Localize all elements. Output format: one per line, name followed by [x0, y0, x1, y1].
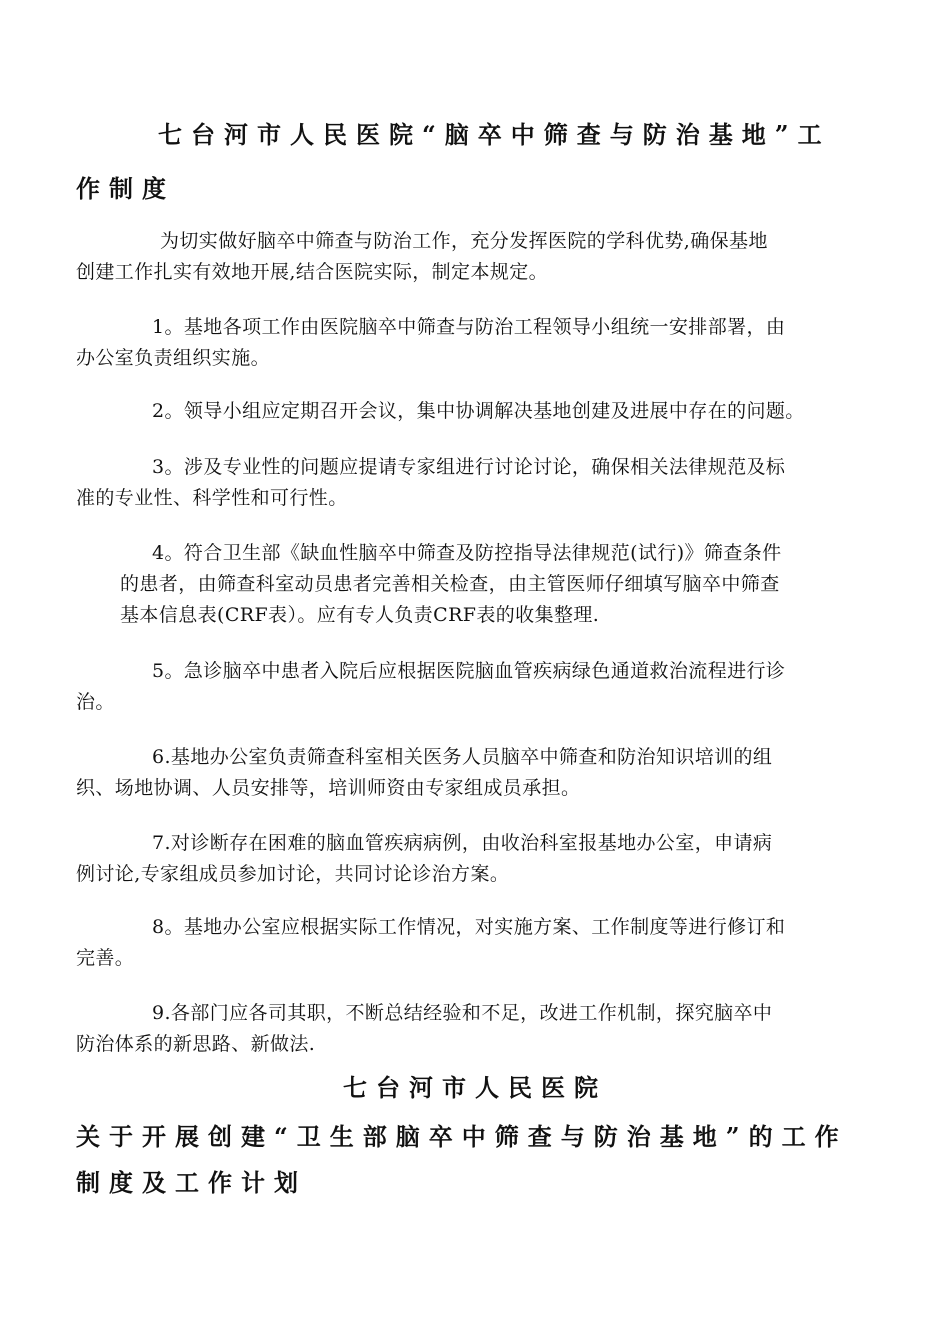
footer-subtitle [76, 1114, 896, 1206]
rule-item-9 [76, 998, 888, 1060]
rule-item-1 [76, 312, 888, 374]
rule-item-4-line-3: 基本信息表(CRF表）。应有专人负责CRF表的收集整理. [120, 604, 600, 626]
rule-item-4 [76, 538, 888, 631]
rule-item-1-line-1: 1。基地各项工作由医院脑卒中筛查与防治工程领导小组统一安排部署，由 [152, 316, 786, 338]
rule-item-1-line-2: 办公室负责组织实施。 [76, 347, 271, 369]
rule-item-2-line-1: 2。领导小组应定期召开会议，集中协调解决基地创建及进展中存在的问题。 [152, 400, 805, 422]
rule-item-2 [76, 396, 906, 427]
rule-item-5-line-1: 5。急诊脑卒中患者入院后应根据医院脑血管疾病绿色通道救治流程进行诊 [152, 660, 786, 682]
rule-item-8-line-1: 8。基地办公室应根据实际工作情况，对实施方案、工作制度等进行修订和 [152, 916, 786, 938]
rule-item-7 [76, 828, 888, 890]
rule-item-4-line-2: 的患者，由筛查科室动员患者完善相关检查，由主管医师仔细填写脑卒中筛查 [120, 573, 780, 595]
intro-line-2: 创建工作扎实有效地开展,结合医院实际，制定本规定。 [76, 261, 549, 283]
rule-item-7-line-1: 7.对诊断存在困难的脑血管疾病病例，由收治科室报基地办公室，申请病 [152, 832, 773, 854]
footer-subtitle-line-2: 制度及工作计划 [76, 1168, 307, 1197]
rule-item-5 [76, 656, 888, 718]
rule-item-7-line-2: 例讨论,专家组成员参加讨论，共同讨论诊治方案。 [76, 863, 510, 885]
rule-item-5-line-2: 治。 [76, 691, 115, 713]
rule-item-9-line-2: 防治体系的新思路、新做法. [76, 1033, 316, 1055]
rule-item-6 [76, 742, 888, 804]
rule-item-6-line-2: 织、场地协调、人员安排等，培训师资由专家组成员承担。 [76, 777, 581, 799]
footer-hospital-name: 七台河市人民医院 [343, 1073, 607, 1102]
rule-item-9-line-1: 9.各部门应各司其职，不断总结经验和不足，改进工作机制，探究脑卒中 [152, 1002, 773, 1024]
rule-item-6-line-1: 6.基地办公室负责筛查科室相关医务人员脑卒中筛查和防治知识培训的组 [152, 746, 773, 768]
document-title [76, 108, 876, 216]
rule-item-8-line-2: 完善。 [76, 947, 135, 969]
intro-line-1: 为切实做好脑卒中筛查与防治工作，充分发挥医院的学科优势,确保基地 [160, 230, 768, 252]
rule-item-3-line-2: 准的专业性、科学性和可行性。 [76, 487, 348, 509]
rule-item-3 [76, 452, 888, 514]
footer-subtitle-line-1: 关于开展创建“卫生部脑卒中筛查与防治基地”的工作 [76, 1122, 848, 1151]
title-line-2: 作制度 [76, 174, 175, 203]
rule-item-4-line-1: 4。符合卫生部《缺血性脑卒中筛查及防控指导法律规范(试行)》筛查条件 [152, 542, 782, 564]
title-line-1: 七台河市人民医院“脑卒中筛查与防治基地”工 [158, 120, 831, 149]
intro-paragraph [76, 226, 876, 288]
rule-item-3-line-1: 3。涉及专业性的问题应提请专家组进行讨论讨论，确保相关法律规范及标 [152, 456, 786, 478]
rule-item-8 [76, 912, 888, 974]
